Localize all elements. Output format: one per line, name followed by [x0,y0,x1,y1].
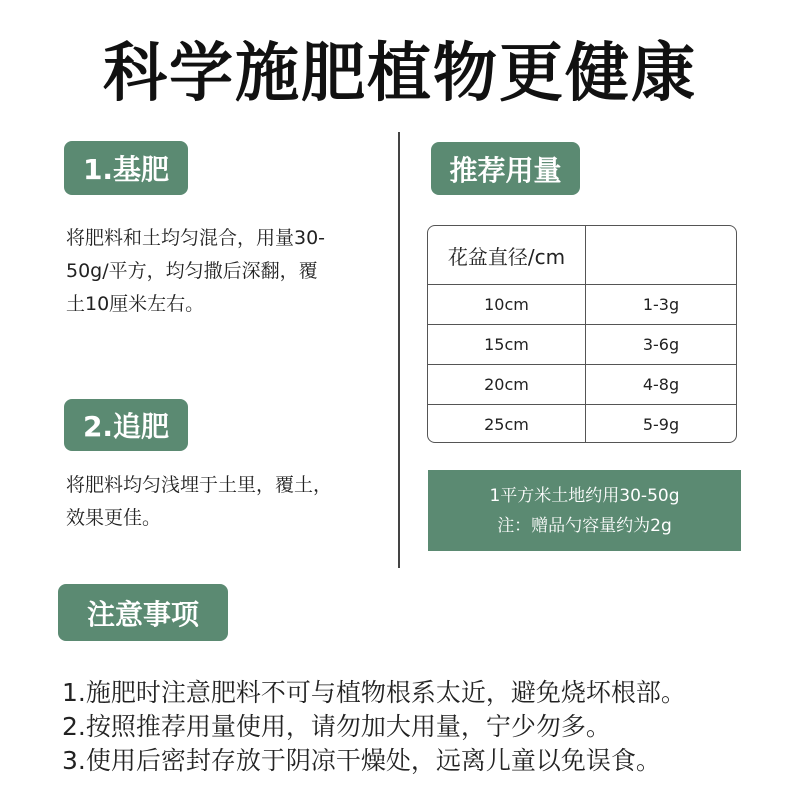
pot-diameter-cell: 10cm [428,285,586,324]
text-line: 土10厘米左右。 [66,293,205,315]
column-divider [398,132,400,568]
dosage-cell: 4-8g [642,375,680,394]
caution-item: 1.施肥时注意肥料不可与植物根系太近，避免烧坏根部。 [62,678,686,707]
page-title: 科学施肥植物更健康 [103,37,697,111]
dosage-cell: 3-6g [642,335,680,354]
text-line: 将肥料均匀浅埋于土里，覆土， [66,474,333,496]
table-row [428,324,736,364]
pot-diameter-cell: 25cm [428,405,586,443]
cautions-badge: 注意事项 [58,584,228,641]
dosage-table [427,225,737,443]
cautions-list [62,676,686,778]
top-dressing-badge: 2.追肥 [64,399,188,451]
text-line: 效果更佳。 [66,507,162,529]
note-line: 1平方米土地约用30-50g [489,485,680,506]
header-cell: 花盆直径/cm [428,226,586,284]
dosage-cell: 5-9g [642,415,680,434]
text-line: 50g/平方，均匀撒后深翻，覆 [66,260,318,282]
dosage-note-box [428,470,741,551]
header-cell [586,226,736,284]
table-row [428,404,736,443]
top-dressing-text [66,469,386,535]
pot-diameter-cell: 20cm [428,365,586,404]
recommend-badge: 推荐用量 [431,142,580,195]
base-fertilizer-text [66,222,386,321]
dosage-cell: 1-3g [642,295,680,314]
table-header [428,226,736,284]
note-line: 注：赠品勺容量约为2g [497,515,672,536]
table-row [428,284,736,324]
table-row [428,364,736,404]
base-fertilizer-badge: 1.基肥 [64,141,188,195]
pot-diameter-cell: 15cm [428,325,586,364]
caution-item: 2.按照推荐用量使用，请勿加大用量，宁少勿多。 [62,712,611,741]
caution-item: 3.使用后密封存放于阴凉干燥处，远离儿童以免误食。 [62,746,661,775]
text-line: 将肥料和土均匀混合，用量30- [66,227,326,249]
